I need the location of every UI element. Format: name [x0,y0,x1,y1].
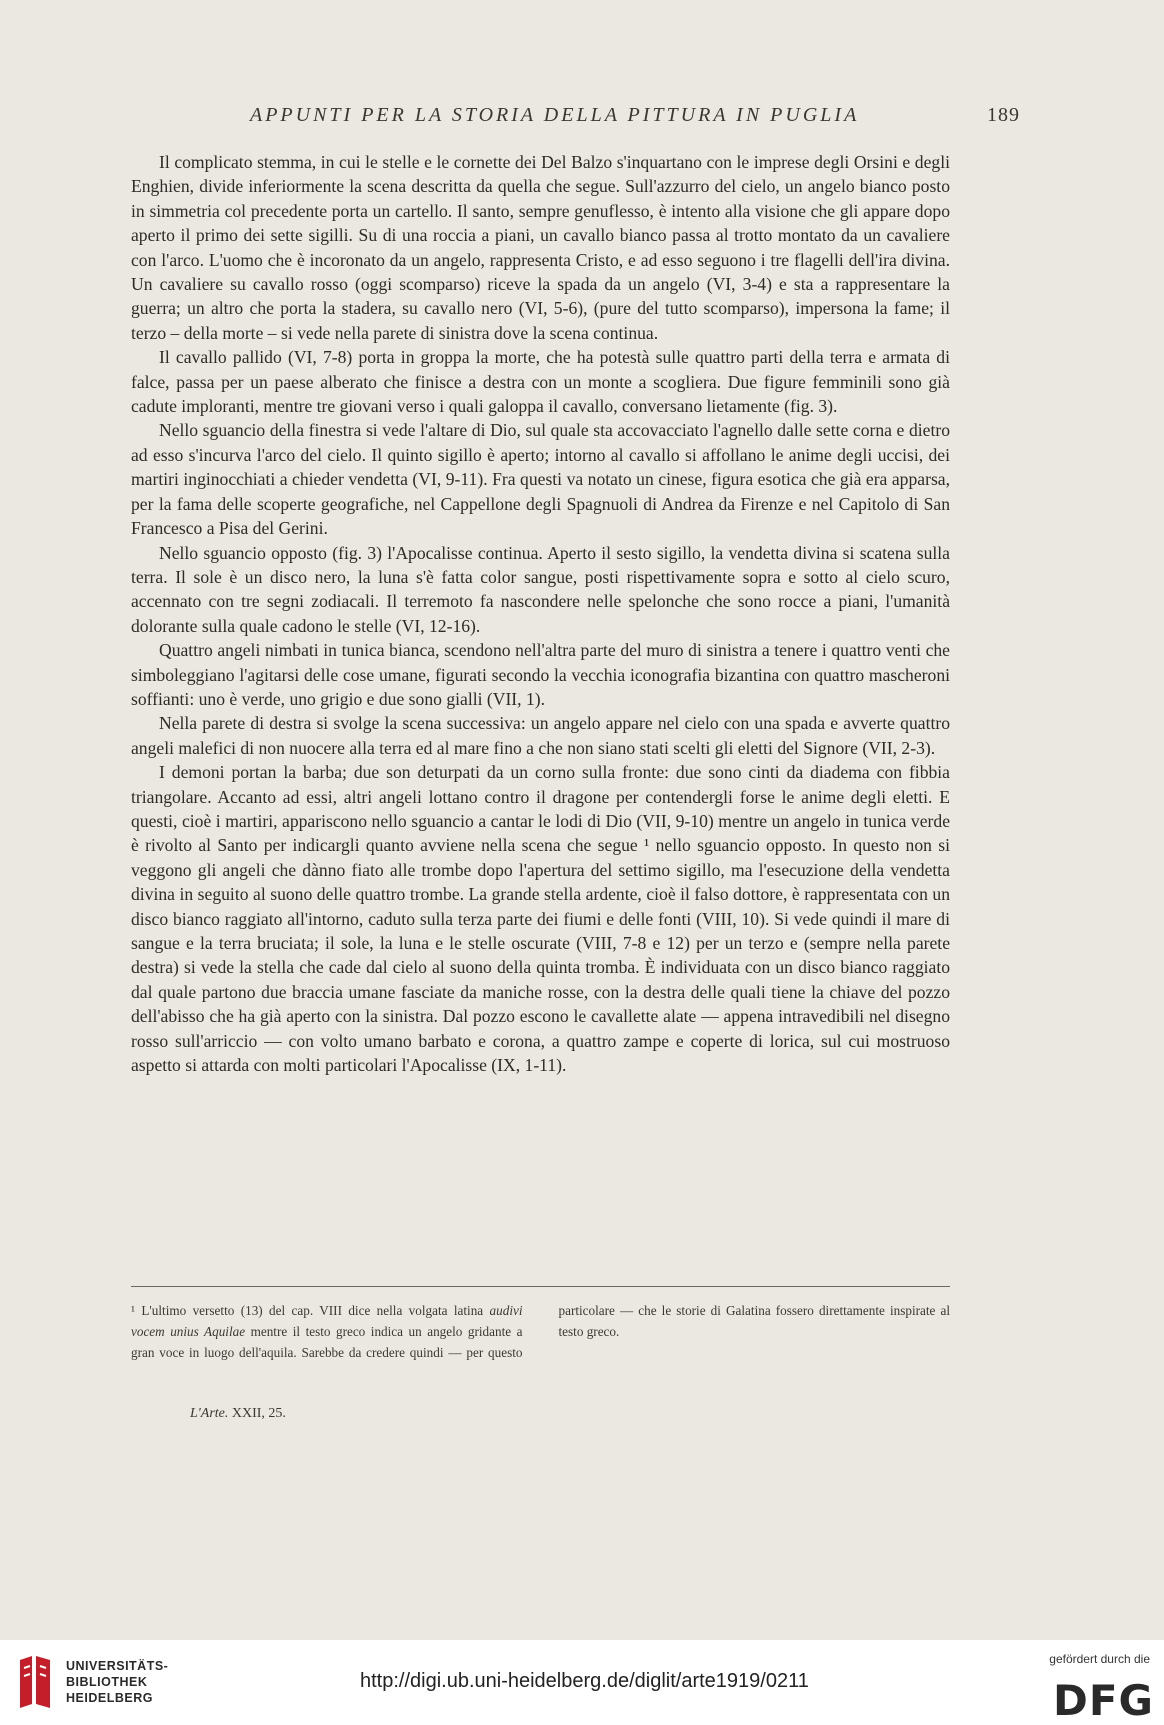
source-url-link[interactable]: http://digi.ub.uni-heidelberg.de/diglit/arte1919/0211 [360,1670,809,1692]
institution-line: BIBLIOTHEK [66,1675,148,1689]
university-seal-icon [16,1654,54,1710]
footnote [131,1300,950,1363]
digitization-footer [0,1640,1164,1725]
volume-reference [190,1406,286,1422]
page-number: 189 [987,104,1020,126]
paragraph: Quattro angeli nimbati in tunica bianca, scendono nell'altra parte del muro di sinistra a tenere i quattro venti che simboleggiano l'agitarsi delle cose umane, figurati secondo la vecchia iconografia bizantina con quattro mascheroni soffianti: uno è verde, uno grigio e due sono gialli (VII, 1). [131,640,950,709]
sponsor-note: gefördert durch die [1049,1652,1150,1666]
institution-line: UNIVERSITÄTS- [66,1659,169,1673]
running-head-title: APPUNTI PER LA STORIA DELLA PITTURA IN PUGLIA [250,104,860,126]
footnote-text-before: L'ultimo versetto (13) del cap. VIII dice nella volgata latina [134,1303,490,1318]
volume-number: XXII, 25. [228,1406,286,1421]
paragraph: Il cavallo pallido (VI, 7-8) porta in groppa la morte, che ha potestà sulle quattro parti della terra e armata di falce, passa per un paese alberato che finisce a destra con un monte a scogliera. Due figure femminili sono già cadute imploranti, mentre tre giovani verso i quali galoppa il cavallo, conversano lietamente (fig. 3). [131,347,950,417]
institution-line: HEIDELBERG [66,1691,153,1705]
footnote-marker: ¹ [131,1303,135,1318]
paragraph: Nella parete di destra si svolge la scena successiva: un angelo appare nel cielo con una spada e avverte quattro angeli malefici di non nuocere alla terra ed al mare fino a che non siano stati scelti gli eletti del Signore (VII, 2-3). [131,713,950,758]
footnote-latin-quote: audivi vocem unius Aquilae [131,1303,523,1339]
footnote-text-after: mentre il testo greco indica un angelo gridante a gran voce in luogo dell'aquila. Sarebbe da credere quindi — per questo particolare — che le storie di Galatina fossero direttamente inspirate al testo greco. [131,1303,950,1360]
body-text [131,150,950,1077]
institution-name [66,1658,168,1706]
paragraph: Nello sguancio della finestra si vede l'altare di Dio, sul quale sta accovacciato l'agnello dalle sette corna e dietro ad esso s'incurva l'arco del cielo. Il quinto sigillo è aperto; intorno al cavallo si affollano le anime degli uccisi, dei martiri inginocchiati a chieder vendetta (VI, 9-11). Fra questi va notato un cinese, figura esotica che già era apparsa, per la fama delle scoperte geografiche, nel Cappellone degli Spagnuoli di Andrea da Firenze e nel Capitolo di San Francesco a Pisa del Gerini. [131,420,950,539]
footnote-divider [131,1286,950,1287]
paragraph: Il complicato stemma, in cui le stelle e le cornette dei Del Balzo s'inquartano con le imprese degli Orsini e degli Enghien, divide inferiormente la scena descritta da quella che segue. Sull'azzurro del cielo, un angelo bianco posto in simmetria col precedente porta un cartello. Il santo, sempre genuflesso, è intento alla visione che gli appare dopo aperto il primo dei sette sigilli. Su di una roccia a piani, un cavallo bianco passa al trotto montato da un cavaliere con l'arco. L'uomo che è incoronato da un angelo, rappresenta Cristo, e ad esso seguono i tre flagelli dell'ira divina. Un cavaliere su cavallo rosso (oggi scomparso) riceve la spada da un angelo (VI, 3-4) e sta a rappresentare la guerra; un altro che porta la stadera, su cavallo nero (VI, 5-6), (pure del tutto scomparso), impersona la fame; il terzo – della morte – si vede nella parete di sinistra dove la scena continua. [131,152,950,343]
paragraph: I demoni portan la barba; due son deturpati da un corno sulla fronte: due sono cinti da diadema con fibbia triangolare. Accanto ad essi, altri angeli lottano contro il dragone per contendergli forse le anime degli eletti. E questi, cioè i martiri, appariscono nello sguancio a cantar le lodi di Dio (VII, 9-10) mentre un angelo in tunica verde è rivolto al Santo per indicargli quanto avviene nella scena che segue ¹ nello sguancio opposto. In questo non si veggono gli angeli che dànno fiato alle trombe dopo l'apertura del settimo sigillo, ma l'esecuzione della vendetta divina in seguito al suono delle quattro trombe. La grande stella ardente, cioè il falso dottore, è rappresentata con un disco bianco raggiato all'intorno, caduto sulla terza parte dei fiumi e delle fonti (VIII, 10). Si vede quindi il mare di sangue e la terra bruciata; il sole, la luna e le stelle oscurate (VIII, 7-8 e 12) per un terzo e (sempre nella parete destra) si vede la stella che cade dal cielo al suono della quinta tromba. È individuata con un disco bianco raggiato dal quale partono due braccia umane fasciate da maniche rosse, con la destra delle quali tiene la chiave del pozzo dell'abisso che ha già aperto con la sinistra. Dal pozzo escono le cavallette alate — appena intravedibili nel disegno rosso sull'arriccio — con volto umano barbato e corona, a quattro zampe e coperte di lorica, sul cui mostruoso aspetto si attarda con molti particolari l'Apocalisse (IX, 1-11). [131,762,950,1076]
paragraph: Nello sguancio opposto (fig. 3) l'Apocalisse continua. Aperto il sesto sigillo, la vendetta divina si scatena sulla terra. Il sole è un disco nero, la luna s'è fatta color sangue, posti rispettivamente sopra e sotto al cielo scuro, accennato con tre segni zodiacali. Il terremoto fa nascondere nelle spelonche che sono rocce a piani, l'umanità dolorante sulla quale cadono le stelle (VI, 12-16). [131,542,950,636]
dfg-logo: DFG [1052,1676,1154,1725]
journal-name: L'Arte. [190,1406,229,1421]
